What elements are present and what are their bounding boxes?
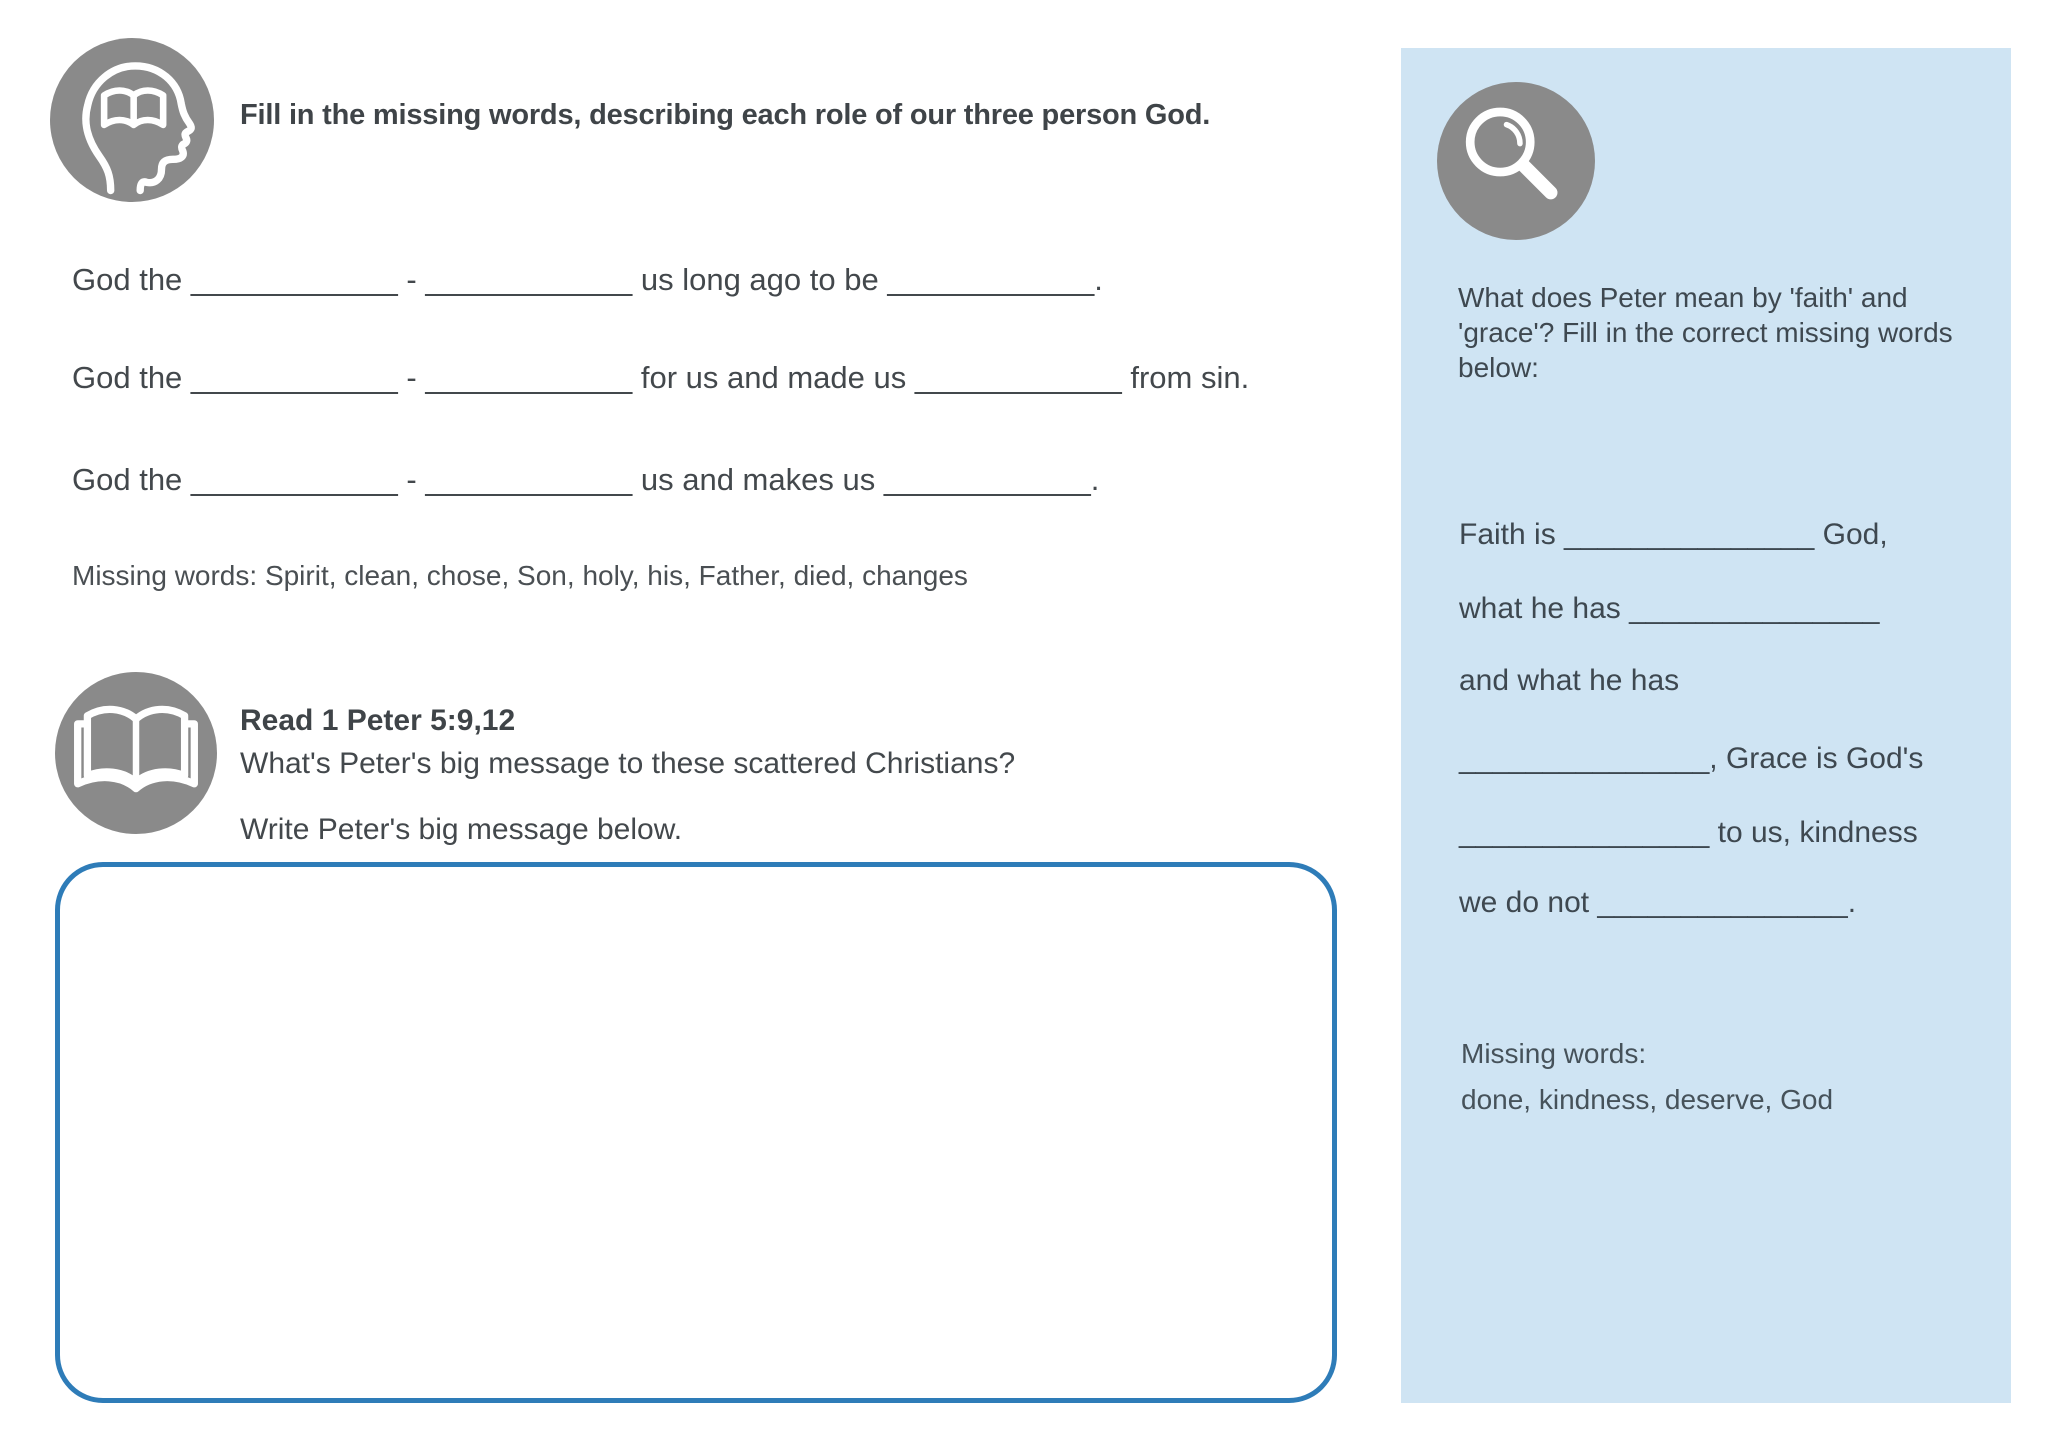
word-bank-main: Missing words: Spirit, clean, chose, Son, holy, his, Father, died, changes xyxy=(72,560,968,591)
sidebar-fill-line: _______________, Grace is God's xyxy=(1459,742,1924,775)
fill-line-spirit: God the ____________ - ____________ us and makes us ____________. xyxy=(72,462,1100,497)
sidebar-fill-line: we do not _______________. xyxy=(1459,886,1857,919)
sidebar-panel xyxy=(1401,48,2011,1403)
sidebar-word-bank-label: Missing words: xyxy=(1461,1038,1647,1069)
sidebar-fill-line: _______________ to us, kindness xyxy=(1459,816,1918,849)
read-instruction: Write Peter's big message below. xyxy=(240,813,683,846)
think-heading: Fill in the missing words, describing each role of our three person God. xyxy=(240,99,1211,131)
answer-writing-box[interactable] xyxy=(55,862,1337,1403)
fill-line-son: God the ____________ - ____________ for us and made us ____________ from sin. xyxy=(72,360,1250,395)
magnifier-icon xyxy=(1437,82,1595,240)
head-book-icon xyxy=(50,38,214,202)
sidebar-fill-line: Faith is _______________ God, xyxy=(1459,518,1888,551)
read-reference: Read 1 Peter 5:9,12 xyxy=(240,704,516,737)
open-book-icon xyxy=(55,672,217,834)
fill-line-father: God the ____________ - ____________ us long ago to be ____________. xyxy=(72,262,1103,297)
sidebar-word-bank: done, kindness, deserve, God xyxy=(1461,1084,1834,1115)
sidebar-question: What does Peter mean by 'faith' and 'grace'? Fill in the correct missing words below: xyxy=(1458,282,1953,383)
sidebar-fill-line: and what he has xyxy=(1459,664,1680,697)
read-question: What's Peter's big message to these scattered Christians? xyxy=(240,747,1016,780)
sidebar-fill-line: what he has _______________ xyxy=(1459,592,1880,625)
